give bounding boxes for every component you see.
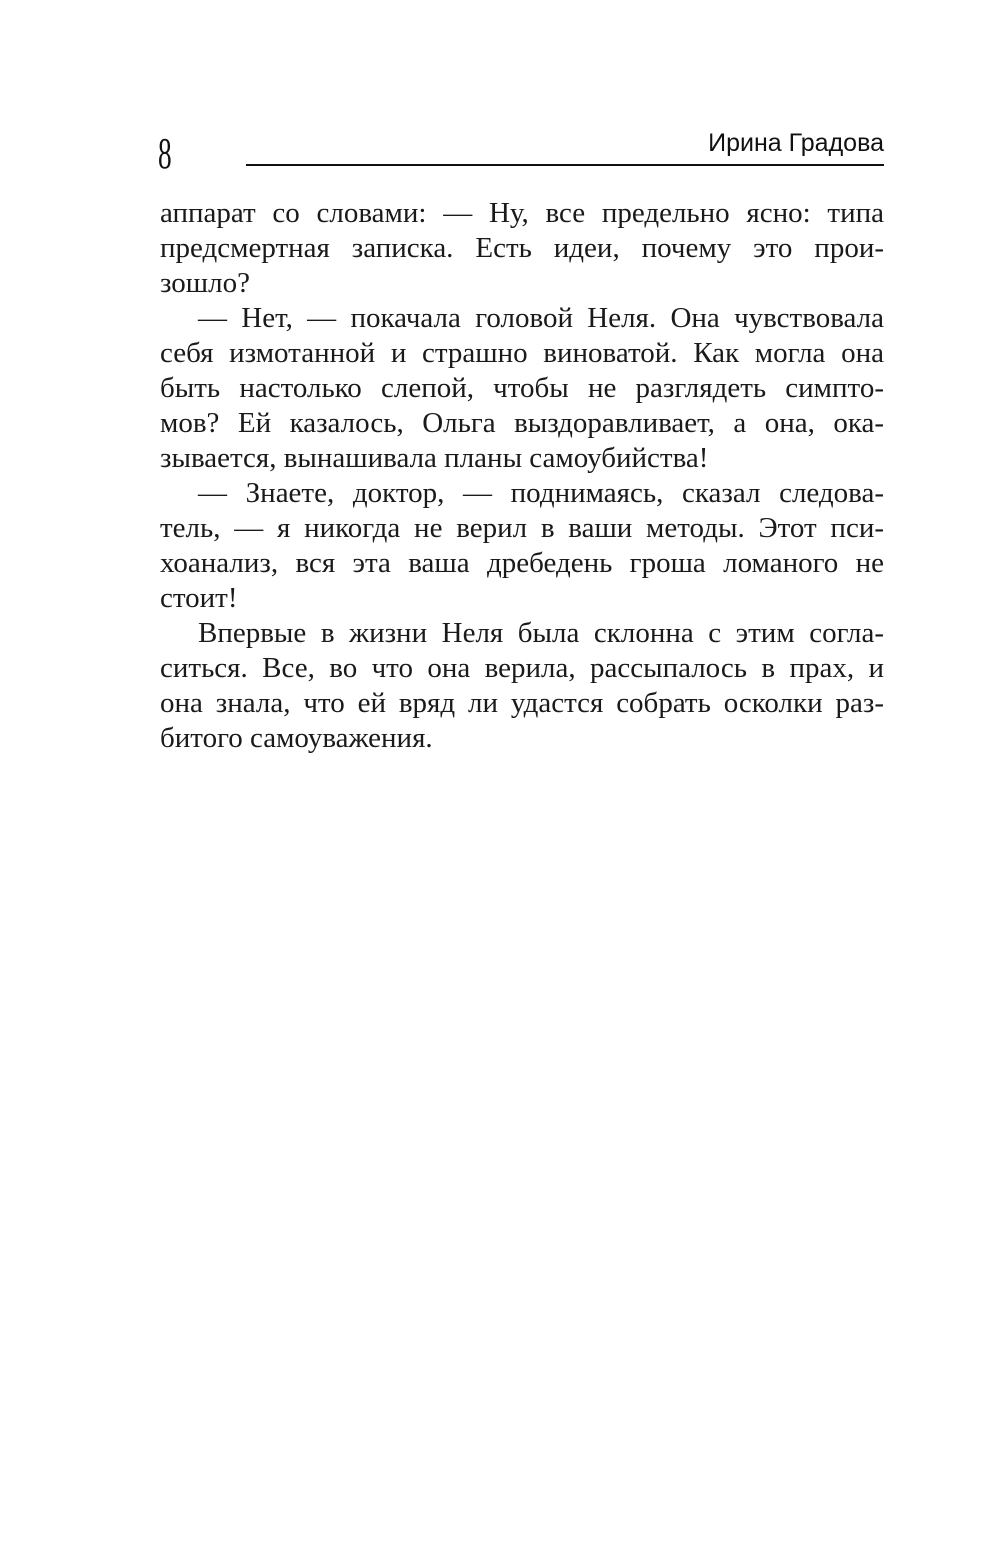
text-line: Впервые в жизни Неля была склонна с этим согла- (198, 617, 884, 649)
text-line: она знала, что ей вряд ли удастся собрать осколки раз- (160, 687, 884, 719)
running-head-author: Ирина Градова (708, 129, 884, 157)
page-number: 8 (158, 129, 172, 178)
text-line: зошло? (160, 267, 250, 299)
header-divider (246, 164, 884, 166)
text-line: мов? Ей казалось, Ольга выздоравливает, а она, ока- (160, 407, 884, 439)
text-line: стоит! (160, 582, 238, 614)
text-line: себя измотанной и страшно виноватой. Как могла она (160, 337, 884, 369)
text-line: ситься. Все, во что она верила, рассыпалось в прах, и (160, 652, 884, 684)
text-line: — Нет, — покачала головой Неля. Она чувствовала (198, 302, 884, 334)
text-line: аппарат со словами: — Ну, все предельно ясно: типа (160, 197, 884, 229)
text-line: битого самоуважения. (160, 722, 433, 754)
text-line: предсмертная записка. Есть идеи, почему это прои- (160, 232, 884, 264)
text-line: зывается, вынашивала планы самоубийства! (160, 442, 709, 474)
text-line: тель, — я никогда не верил в ваши методы. Этот пси- (160, 512, 884, 544)
body-text (160, 196, 884, 756)
text-line: — Знаете, доктор, — поднимаясь, сказал следова- (198, 477, 884, 509)
text-line: хоанализ, вся эта ваша дребедень гроша ломаного не (160, 547, 884, 579)
text-line: быть настолько слепой, чтобы не разглядеть симпто- (160, 372, 884, 404)
